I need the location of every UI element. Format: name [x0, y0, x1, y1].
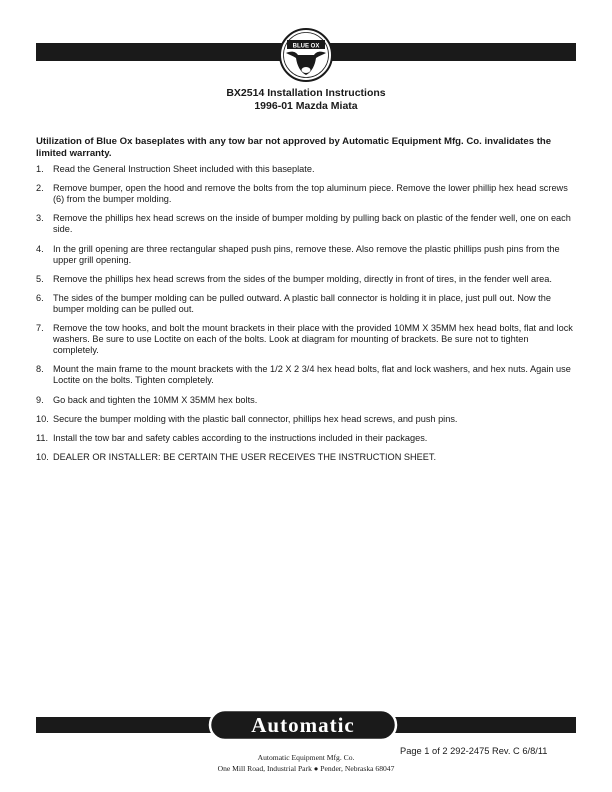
step-text: Read the General Instruction Sheet included with this baseplate.	[53, 164, 315, 174]
instruction-step	[36, 414, 576, 425]
step-number: 3.	[36, 213, 44, 224]
instruction-step	[36, 274, 576, 285]
step-number: 7.	[36, 323, 44, 334]
brand-text: Automatic	[251, 713, 355, 737]
instruction-step	[36, 433, 576, 444]
step-number: 1.	[36, 164, 44, 174]
instruction-steps	[36, 164, 576, 471]
step-text: Remove the tow hooks, and bolt the mount brackets in their place with the provided 10MM X 35MM hex head bolts, flat and lock washers. Be sure to use Loctite on each of the bolts. Look at diagram for mounting of brackets. Be sure not to tighten completely.	[53, 323, 573, 356]
document-title: BX2514 Installation Instructions	[226, 87, 386, 99]
step-number: 10.	[36, 452, 49, 463]
instruction-step	[36, 183, 576, 205]
instruction-step	[36, 364, 576, 386]
step-text: Mount the main frame to the mount brackets with the 1/2 X 2 3/4 hex head bolts, flat and lock washers, and hex nuts. Again use Loctite on the bolts. Tighten completely.	[53, 364, 571, 386]
step-number: 10.	[36, 413, 49, 424]
company-name: Automatic Equipment Mfg. Co.	[257, 753, 355, 762]
blue-ox-logo	[278, 27, 334, 83]
warranty-note: Utilization of Blue Ox baseplates with any tow bar not approved by Automatic Equipment Mfg. Co. invalidates the limited warranty.	[36, 136, 552, 159]
step-text: Remove the phillips hex head screws on the inside of bumper molding by pulling back on plastic of the fender well, one on each side.	[53, 213, 571, 235]
step-number: 4.	[36, 243, 44, 254]
document-subtitle: 1996-01 Mazda Miata	[254, 100, 358, 112]
logo-text: BLUE OX	[292, 43, 320, 50]
instruction-step	[36, 395, 576, 406]
step-text: The sides of the bumper molding can be pulled outward. A plastic ball connector is holding it in place, just pull out. Now the bumper molding can be pulled out.	[53, 292, 551, 314]
instruction-step	[36, 452, 576, 463]
company-address: One Mill Road, Industrial Park ● Pender, Nebraska 68047	[217, 764, 395, 773]
instruction-step	[36, 323, 576, 356]
step-text: Go back and tighten the 10MM X 35MM hex bolts.	[53, 394, 258, 405]
step-text: Remove bumper, open the hood and remove the bolts from the top aluminum piece. Remove the lower phillip hex head screws (6) from the bumper molding.	[53, 183, 568, 205]
instruction-step	[36, 293, 576, 315]
step-number: 6.	[36, 292, 44, 303]
step-number: 9.	[36, 394, 44, 405]
step-text: Install the tow bar and safety cables according to the instructions included in their packages.	[53, 432, 428, 443]
document-header	[36, 87, 576, 113]
instruction-step	[36, 244, 576, 266]
instruction-step	[36, 213, 576, 235]
step-text: Remove the phillips hex head screws from the sides of the bumper molding, directly in front of tires, in the fender well area.	[53, 273, 552, 284]
instruction-step	[36, 164, 576, 175]
company-address-block	[186, 752, 426, 774]
page-info: Page 1 of 2 292-2475 Rev. C 6/8/11	[400, 746, 548, 756]
step-number: 8.	[36, 364, 44, 375]
step-text: DEALER OR INSTALLER: BE CERTAIN THE USER RECEIVES THE INSTRUCTION SHEET.	[53, 452, 437, 463]
automatic-logo	[208, 708, 398, 742]
step-text: In the grill opening are three rectangular shaped push pins, remove these. Also remove the plastic phillips push pins from the upper grill opening.	[53, 243, 560, 265]
step-number: 2.	[36, 183, 44, 194]
step-text: Secure the bumper molding with the plastic ball connector, phillips hex head screws, and push pins.	[53, 413, 458, 424]
step-number: 11.	[36, 432, 49, 443]
step-number: 5.	[36, 273, 44, 284]
